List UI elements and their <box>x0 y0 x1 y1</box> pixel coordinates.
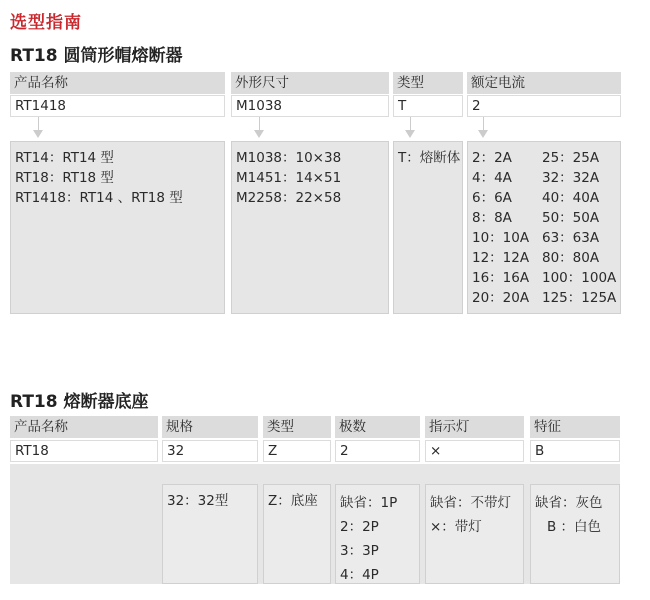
s1-connector-line <box>483 117 484 131</box>
s2-value-poles: 2 <box>335 440 420 462</box>
option-item: 10：10A <box>472 230 530 246</box>
s1-type-options <box>393 141 463 314</box>
s2-pole-options <box>335 484 420 584</box>
s2-header-feature: 特征 <box>530 416 620 438</box>
option-item: 2：2P <box>340 519 379 535</box>
option-item: M1038：10×38 <box>236 150 342 166</box>
option-item: M1451：14×51 <box>236 170 342 186</box>
option-item: 缺省：不带灯 <box>430 495 511 511</box>
s1-arrow-type <box>405 130 415 138</box>
option-item: 缺省：1P <box>340 495 398 511</box>
option-item: RT1418：RT14 、RT18 型 <box>15 190 183 206</box>
option-item: 125：125A <box>542 290 617 306</box>
option-item: T：熔断体 <box>398 150 461 166</box>
s1-value-current: 2 <box>467 95 621 117</box>
s1-arrow-product <box>33 130 43 138</box>
s1-header-product: 产品名称 <box>10 72 225 94</box>
s1-value-type: T <box>393 95 463 117</box>
option-item: 缺省：灰色 <box>535 495 603 511</box>
option-item: 4：4P <box>340 567 379 583</box>
guide-heading: 选型指南 <box>10 13 82 33</box>
s2-header-product: 产品名称 <box>10 416 158 438</box>
option-item: 100：100A <box>542 270 617 286</box>
s1-connector-line <box>38 117 39 131</box>
option-item: B ：白色 <box>547 519 602 535</box>
option-item: 8：8A <box>472 210 512 226</box>
option-item: 32：32型 <box>167 493 229 509</box>
option-item: 2：2A <box>472 150 512 166</box>
s2-value-feature: B <box>530 440 620 462</box>
option-item: RT14：RT14 型 <box>15 150 114 166</box>
s2-value-product: RT18 <box>10 440 158 462</box>
s2-header-lamp: 指示灯 <box>425 416 524 438</box>
option-item: 80：80A <box>542 250 600 266</box>
option-item: 12：12A <box>472 250 530 266</box>
option-item: M2258：22×58 <box>236 190 342 206</box>
s2-spec-options <box>162 484 258 584</box>
section2-title: RT18 熔断器底座 <box>10 392 149 412</box>
section1-title: RT18 圆筒形帽熔断器 <box>10 46 183 66</box>
s1-header-type: 类型 <box>393 72 463 94</box>
s2-header-spec: 规格 <box>162 416 258 438</box>
s2-header-type: 类型 <box>263 416 331 438</box>
s1-connector-line <box>410 117 411 131</box>
s2-header-poles: 极数 <box>335 416 420 438</box>
option-item: ×：带灯 <box>430 519 482 535</box>
s1-value-product: RT1418 <box>10 95 225 117</box>
option-item: 50：50A <box>542 210 600 226</box>
option-item: Z：底座 <box>268 493 318 509</box>
s2-value-lamp: × <box>425 440 524 462</box>
option-item: 4：4A <box>472 170 512 186</box>
s1-header-size: 外形尺寸 <box>231 72 389 94</box>
option-item: 25：25A <box>542 150 600 166</box>
s1-current-options <box>467 141 621 314</box>
s1-header-current: 额定电流 <box>467 72 621 94</box>
s2-value-spec: 32 <box>162 440 258 462</box>
option-item: 40：40A <box>542 190 600 206</box>
s1-size-options <box>231 141 389 314</box>
s1-product-options <box>10 141 225 314</box>
s1-value-size: M1038 <box>231 95 389 117</box>
option-item: 20：20A <box>472 290 530 306</box>
option-item: 6：6A <box>472 190 512 206</box>
option-item: RT18：RT18 型 <box>15 170 114 186</box>
option-item: 16：16A <box>472 270 530 286</box>
s2-value-type: Z <box>263 440 331 462</box>
option-item: 63：63A <box>542 230 600 246</box>
s2-type-options <box>263 484 331 584</box>
option-item: 32：32A <box>542 170 600 186</box>
s1-arrow-size <box>254 130 264 138</box>
s1-arrow-current <box>478 130 488 138</box>
s1-connector-line <box>259 117 260 131</box>
s2-feature-options <box>530 484 620 584</box>
option-item: 3：3P <box>340 543 379 559</box>
s2-lamp-options <box>425 484 524 584</box>
